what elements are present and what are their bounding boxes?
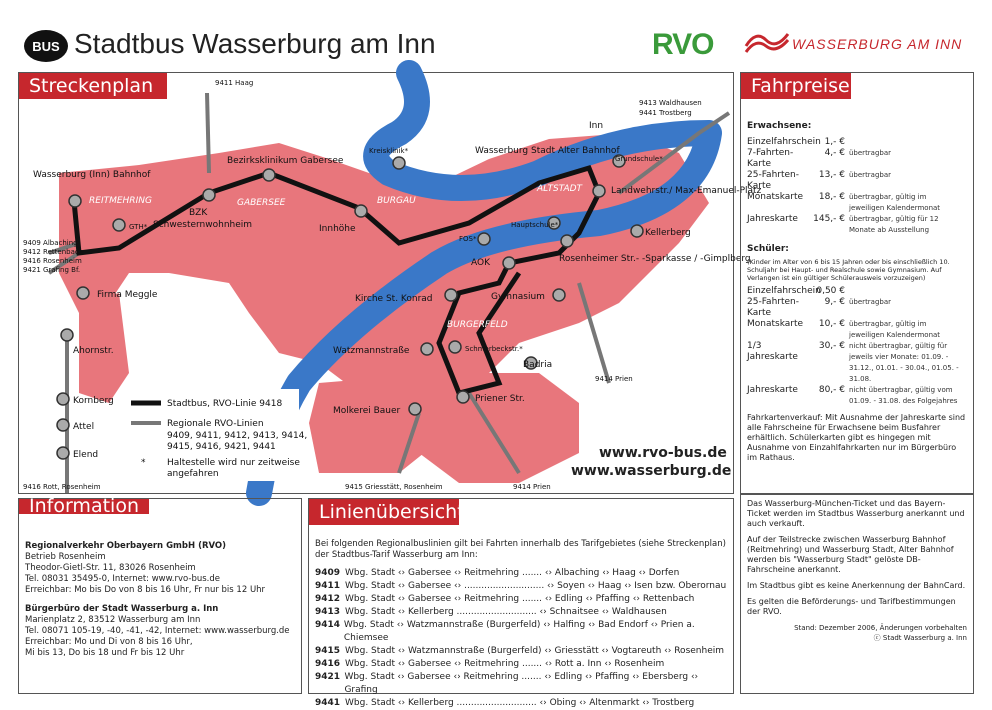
area-label: BURGERFELD <box>447 320 508 330</box>
fare-name: Monatskarte <box>747 192 804 202</box>
area-label: BURGAU <box>377 196 416 206</box>
area-label: ALTSTADT <box>537 184 583 194</box>
fare-row <box>747 286 967 297</box>
fare-note: nicht übertragbar, gültig vom 01.09. - 31.08. des Folgejahres <box>849 386 958 405</box>
line-row <box>315 671 727 697</box>
stop-label: Attel <box>73 422 95 432</box>
stop-marker <box>421 343 433 355</box>
area-label: REITMEHRING <box>89 196 152 206</box>
org1-line: Erreichbar: Mo bis Do von 8 bis 16 Uhr, Fr nur bis 12 Uhr <box>25 585 266 595</box>
fare-name: Jahreskarte <box>747 214 798 224</box>
edge-label: 9411 Haag <box>215 79 254 87</box>
stop-label: Badria <box>523 360 553 370</box>
lines-panel <box>308 498 734 708</box>
line-row <box>315 645 727 658</box>
line-route: Wbg. Stadt ‹› Kellerberg ............................ ‹› Schnaitsee ‹› Waldhausen <box>345 607 667 617</box>
stop-marker <box>393 157 405 169</box>
fare-note: übertragbar, gültig im jeweiligen Kalendermonat <box>849 193 941 212</box>
line-route: Wbg. Stadt ‹› Gabersee ‹› Reitmehring ....... ‹› Albaching ‹› Haag ‹› Dorfen <box>345 568 680 578</box>
stop-marker <box>409 403 421 415</box>
fare-price: 80,- € <box>818 385 845 395</box>
stop-label: Wasserburg Stadt Alter Bahnhof <box>475 146 620 156</box>
stop-label: Schwesternwohnheim <box>153 220 253 230</box>
line-list <box>315 567 727 710</box>
fare-row <box>747 170 967 192</box>
stop-marker <box>355 205 367 217</box>
info-title: Information <box>19 499 149 514</box>
line-row <box>315 697 727 710</box>
fare-price: 13,- € <box>818 170 845 180</box>
fare-price: 1,- € <box>824 137 845 147</box>
wasserburg-logo-icon <box>744 26 792 54</box>
river-label: Inn <box>589 121 604 131</box>
line-number: 9413 <box>315 607 341 617</box>
stop-label: Elend <box>73 450 99 460</box>
fare-name: Jahreskarte <box>747 385 798 395</box>
org1-line: Tel. 08031 35495-0, Internet: www.rvo-bus.de <box>25 574 220 584</box>
web-link-rvo[interactable]: www.rvo-bus.de <box>599 445 727 461</box>
fare-price: 30,- € <box>818 341 845 351</box>
pupil-fare-list <box>747 286 967 407</box>
stop-marker <box>57 447 69 459</box>
legend-city: Stadtbus, RVO-Linie 9418 <box>167 399 283 409</box>
pupil-heading: Schüler: <box>747 244 789 254</box>
info-panel <box>18 495 302 694</box>
stop-label: Watzmannstraße <box>333 346 410 356</box>
line-number: 9411 <box>315 581 341 591</box>
line-number: 9421 <box>315 672 341 682</box>
line-route: Wbg. Stadt ‹› Watzmannstraße (Burgerfeld) ‹› Griesstätt ‹› Vogtareuth ‹› Rosenheim <box>345 646 725 656</box>
map-legend <box>123 389 307 481</box>
pupil-note: (Kinder im Alter von 6 bis 15 Jahren oder bis einschließlich 10. Schuljahr bei Haupt- und Realschule sowie Gymnasium. Auf Verlangen ist ein gültiger Schülerausweis vorzuzeigen) <box>747 258 950 282</box>
fare-name: Einzelfahrschein <box>747 286 821 296</box>
fare-note: nicht übertragbar, gültig für jeweils vier Monate: 01.09. - 31.12., 01.01. - 30.04., 01.05. - 31.08. <box>849 342 959 383</box>
stop-marker <box>561 235 573 247</box>
fare-row <box>747 341 967 385</box>
header <box>0 0 992 72</box>
fare-note: übertragbar, gültig im jeweiligen Kalendermonat <box>849 320 941 339</box>
fare-price: 18,- € <box>818 192 845 202</box>
fare-note: übertragbar <box>849 171 892 179</box>
copyright: ⓒ Stadt Wasserburg a. Inn <box>873 634 967 642</box>
line-row <box>315 593 727 606</box>
fares-extra-panel <box>740 494 974 694</box>
fare-row <box>747 192 967 214</box>
line-number: 9412 <box>315 594 341 604</box>
org2-line: Tel. 08071 105-19, -40, -41, -42, Internet: www.wasserburg.de <box>25 626 290 636</box>
fare-price: 9,- € <box>824 297 845 307</box>
stop-label: GTH* <box>129 223 148 231</box>
stop-marker <box>57 393 69 405</box>
rvo-logo: RVO <box>652 28 714 61</box>
edge-label: 9416 Rosenheim <box>23 257 82 265</box>
fare-row <box>747 137 967 148</box>
stop-label: Priener Str. <box>475 394 525 404</box>
stop-label: Grundschule* <box>615 155 663 163</box>
fare-note <box>849 137 959 148</box>
org2-line: Mi bis 13, Do bis 18 und Fr bis 12 Uhr <box>25 648 185 658</box>
ticket-info: Das Wasserburg-München-Ticket und das Bayern-Ticket werden im Stadtbus Wasserburg anerkannt und auch verkauft. <box>747 499 965 528</box>
stop-marker <box>631 225 643 237</box>
stop-label: Molkerei Bauer <box>333 406 401 416</box>
fare-note <box>849 286 959 297</box>
adult-heading: Erwachsene: <box>747 121 812 131</box>
edge-label: 9421 Grafing Bf. <box>23 266 81 274</box>
fare-note: übertragbar, gültig für 12 Monate ab Ausstellung <box>849 215 939 234</box>
stop-label: Firma Meggle <box>97 290 158 300</box>
stop-marker <box>113 219 125 231</box>
wasserburg-logo-text: WASSERBURG AM INN <box>792 36 963 52</box>
fare-name: 7-Fahrten-Karte <box>747 148 794 169</box>
fares-title: Fahrpreise <box>741 73 851 99</box>
fare-price: 0,50 € <box>816 286 845 296</box>
stop-label: Bezirksklinikum Gabersee <box>227 156 344 166</box>
line-route: Wbg. Stadt ‹› Gabersee ‹› Reitmehring ....... ‹› Rott a. Inn ‹› Rosenheim <box>345 659 665 669</box>
stop-label: Kreisklinik* <box>369 147 409 155</box>
stand-note: Stand: Dezember 2006, Änderungen vorbehalten <box>794 624 967 632</box>
line-route: Wbg. Stadt ‹› Gabersee ‹› ............................ ‹› Soyen ‹› Haag ‹› Isen bzw. Oberornau <box>345 581 727 591</box>
edge-label: 9409 Albaching <box>23 239 78 247</box>
lines-title: Linienübersicht <box>309 499 459 525</box>
bahncard-info: Im Stadtbus gibt es keine Anerkennung der BahnCard. <box>747 581 966 590</box>
fare-row <box>747 148 967 170</box>
edge-label: 9412 Rettenbach <box>23 248 84 256</box>
legend-regional: Regionale RVO-Linien <box>167 419 264 429</box>
stop-label: Wasserburg (Inn) Bahnhof <box>33 170 151 180</box>
org2-line: Marienplatz 2, 83512 Wasserburg am Inn <box>25 615 201 625</box>
fare-row <box>747 214 967 236</box>
sale-info: Fahrkartenverkauf: Mit Ausnahme der Jahreskarte sind alle Fahrscheine für Erwachsene beim Busfahrer erhältlich. Schülerkarten gibt es hingegen mit Ausnahme von Einzahlfahrkarten nur im Bürgerbüro im Rathaus. <box>747 413 966 462</box>
line-row <box>315 580 727 593</box>
line-row <box>315 567 727 580</box>
org1-line: Betrieb Rosenheim <box>25 552 106 562</box>
org2-line: Erreichbar: Mo und Di von 8 bis 16 Uhr, <box>25 637 193 647</box>
org1-line: Theodor-Gietl-Str. 11, 83026 Rosenheim <box>25 563 196 573</box>
route-map <box>19 73 762 493</box>
org1-name: Regionalverkehr Oberbayern GmbH (RVO) <box>25 541 227 551</box>
fare-name: 25-Fahrten-Karte <box>747 170 799 191</box>
line-number: 9415 <box>315 646 341 656</box>
stop-marker <box>57 419 69 431</box>
stop-marker <box>478 233 490 245</box>
db-info: Auf der Teilstrecke zwischen Wasserburg Bahnhof (Reitmehring) und Wasserburg Stadt, Alter Bahnhof werden bis "Wasserburg Stadt" gelöste DB-Fahrscheine anerkannt. <box>747 535 954 574</box>
legend-star2: angefahren <box>167 469 219 479</box>
terms-info: Es gelten die Beförderungs- und Tarifbestimmungen der RVO. <box>747 597 956 616</box>
line-row <box>315 606 727 619</box>
line-row <box>315 658 727 671</box>
web-link-wasserburg[interactable]: www.wasserburg.de <box>571 463 732 479</box>
line-number: 9409 <box>315 568 341 578</box>
stop-marker <box>263 169 275 181</box>
stop-label: AOK <box>471 258 490 268</box>
map-title: Streckenplan <box>19 73 167 99</box>
page-title: Stadtbus Wasserburg am Inn <box>74 28 436 59</box>
fares-panel <box>740 72 974 494</box>
edge-label: 9413 Waldhausen <box>639 99 702 107</box>
stop-label: Kornberg <box>73 396 114 406</box>
stop-label: Ahornstr. <box>73 346 114 356</box>
edge-label: 9441 Trostberg <box>639 109 692 117</box>
stop-label: Innhöhe <box>319 224 356 234</box>
legend-star-icon: * <box>141 458 146 468</box>
line-route: Wbg. Stadt ‹› Watzmannstraße (Burgerfeld) ‹› Halfing ‹› Bad Endorf ‹› Prien a. Chiemsee <box>343 620 695 643</box>
stop-marker <box>553 289 565 301</box>
fare-name: Einzelfahrschein <box>747 137 821 147</box>
line-route: Wbg. Stadt ‹› Gabersee ‹› Reitmehring ....... ‹› Edling ‹› Pfaffing ‹› Rettenbach <box>345 594 695 604</box>
edge-label: 9415 Griesstätt, Rosenheim <box>345 483 443 491</box>
stop-marker <box>593 185 605 197</box>
fare-price: 145,- € <box>813 214 845 224</box>
fare-name: 1/3 Jahreskarte <box>747 341 798 362</box>
legend-regional-lines: 9409, 9411, 9412, 9413, 9414, <box>167 431 308 441</box>
fare-row <box>747 297 967 319</box>
line-row <box>315 619 727 645</box>
stop-marker <box>457 391 469 403</box>
line-number: 9441 <box>315 698 341 708</box>
fare-name: 25-Fahrten-Karte <box>747 297 799 318</box>
stop-marker <box>445 289 457 301</box>
edge-label: 9414 Prien <box>595 375 633 383</box>
fare-name: Monatskarte <box>747 319 804 329</box>
line-route: Wbg. Stadt ‹› Kellerberg ............................ ‹› Obing ‹› Altenmarkt ‹› Trostberg <box>345 698 695 708</box>
org2-name: Bürgerbüro der Stadt Wasserburg a. Inn <box>25 604 219 614</box>
fare-price: 10,- € <box>818 319 845 329</box>
line-number: 9414 <box>315 620 341 630</box>
stop-marker <box>503 257 515 269</box>
fare-note: übertragbar <box>849 149 892 157</box>
line-number: 9416 <box>315 659 341 669</box>
stop-label: Schmerbeckstr.* <box>465 345 523 353</box>
fare-row <box>747 319 967 341</box>
legend-star: Haltestelle wird nur zeitweise <box>167 458 300 468</box>
fare-note: übertragbar <box>849 298 892 306</box>
area-label: GABERSEE <box>237 198 286 208</box>
edge-label: 9414 Prien <box>513 483 551 491</box>
stop-label: BZK <box>189 208 208 218</box>
stop-marker <box>203 189 215 201</box>
edge-label: 9416 Rott, Rosenheim <box>23 483 101 491</box>
stop-label: Kellerberg <box>645 228 691 238</box>
stop-label: FOS* <box>459 235 477 243</box>
stop-marker <box>61 329 73 341</box>
map-panel <box>18 72 762 494</box>
adult-fare-list <box>747 137 967 236</box>
stop-label: Kirche St. Konrad <box>355 294 433 304</box>
fare-row <box>747 385 967 407</box>
line-route: Wbg. Stadt ‹› Gabersee ‹› Reitmehring ....... ‹› Edling ‹› Pfaffing ‹› Ebersberg ‹› Grafing <box>344 672 699 695</box>
stop-marker <box>69 195 81 207</box>
stop-label: Rosenheimer Str.- -Sparkasse / -Gimplberg <box>559 254 751 264</box>
lines-intro: Bei folgenden Regionalbuslinien gilt bei Fahrten innerhalb des Tarifgebietes (siehe Streckenplan) der Stadtbus-Tarif Wasserburg am Inn: <box>315 539 726 560</box>
stop-label: Gymnasium <box>491 292 545 302</box>
bus-logo-icon: BUS <box>24 30 68 62</box>
stop-label: Hauptschule* <box>511 221 559 229</box>
stop-marker <box>449 341 461 353</box>
stop-marker <box>77 287 89 299</box>
fare-price: 4,- € <box>824 148 845 158</box>
legend-regional-lines2: 9415, 9416, 9421, 9441 <box>167 442 276 452</box>
stop-label: Landwehrstr./ Max-Emanuel-Platz <box>611 186 762 196</box>
